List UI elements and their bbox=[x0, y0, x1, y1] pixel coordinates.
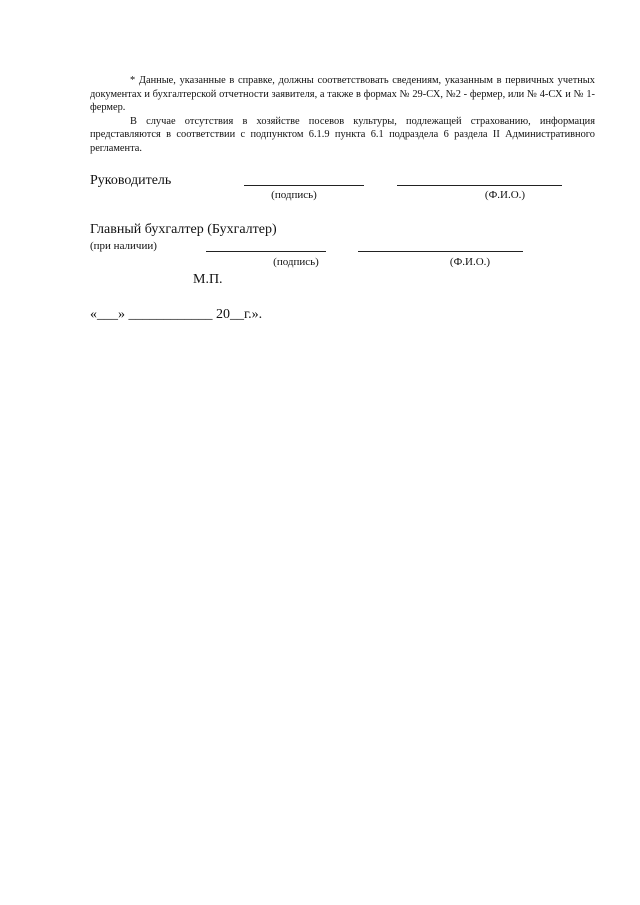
accountant-subtitle: (при наличии) bbox=[90, 240, 157, 252]
date-line: «___» ____________ 20__г.». bbox=[90, 307, 263, 322]
accountant-signature-line[interactable] bbox=[206, 251, 326, 252]
footnotes bbox=[90, 74, 595, 156]
stamp-place: М.П. bbox=[193, 272, 223, 287]
head-title: Руководитель bbox=[90, 173, 172, 188]
footnote-no-crops: В случае отсутствия в хозяйстве посевов культуры, подлежащей страхованию, информация представляются в соответствии с подпунктом 6.1.9 пункта 6.1 подраздела 6 раздела II Административного регламента. bbox=[90, 115, 595, 154]
head-name-caption: (Ф.И.О.) bbox=[484, 189, 526, 201]
accountant-title: Главный бухгалтер (Бухгалтер) bbox=[90, 222, 277, 237]
accountant-name-line[interactable] bbox=[358, 251, 523, 252]
head-signature-caption: (подпись) bbox=[271, 189, 317, 201]
head-signature-line[interactable] bbox=[244, 185, 364, 186]
footnote-data-correspondence: * Данные, указанные в справке, должны соответствовать сведениям, указанным в первичных учетных документах и бухгалтерской отчетности заявителя, а также в формах № 29-СХ, №2 - фермер, или № 4-СХ и № 1-фермер. bbox=[90, 75, 595, 114]
head-name-line[interactable] bbox=[397, 185, 562, 186]
accountant-signature-caption: (подпись) bbox=[273, 256, 319, 268]
accountant-name-caption: (Ф.И.О.) bbox=[449, 256, 491, 268]
